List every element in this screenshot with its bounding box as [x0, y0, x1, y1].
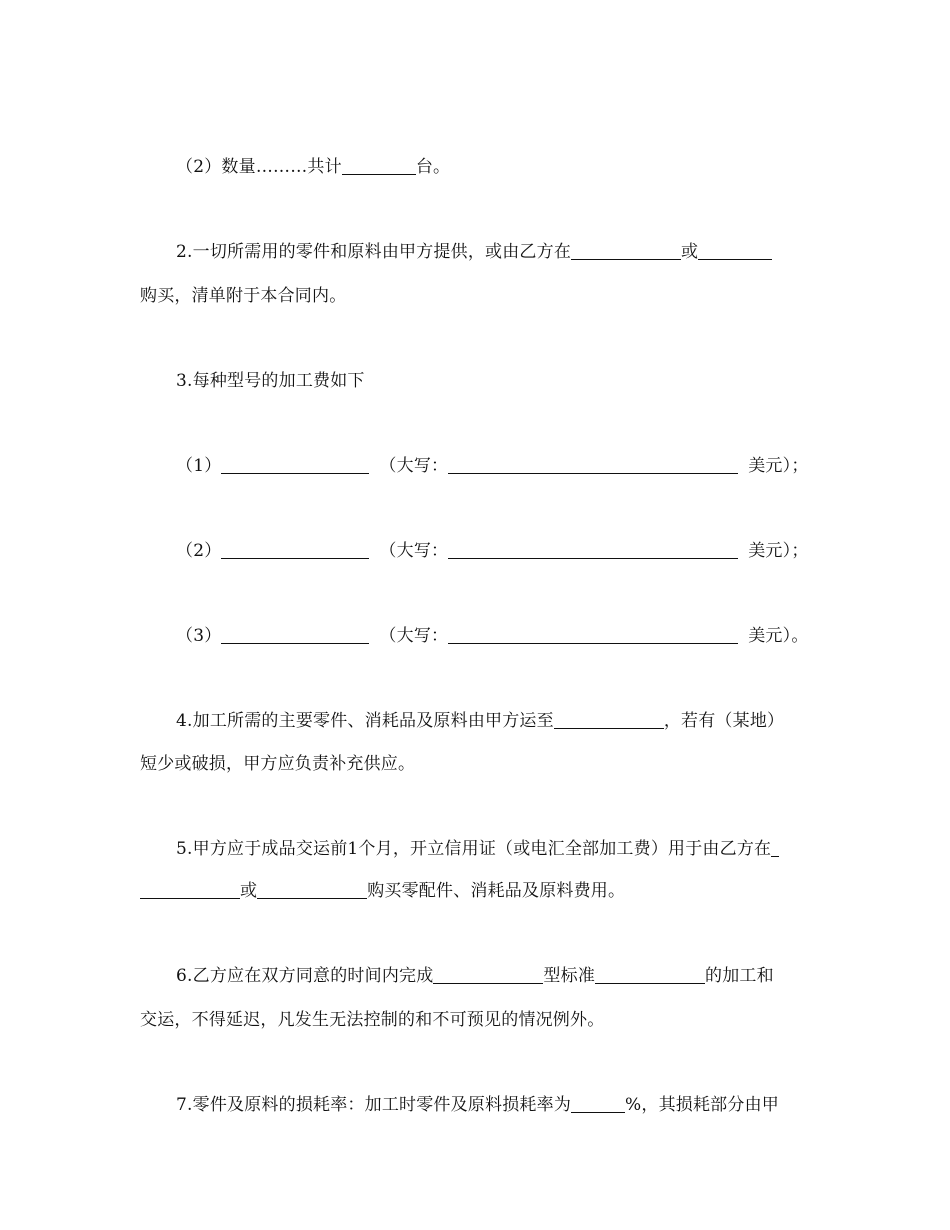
clause-6-blank-1[interactable] [433, 965, 543, 984]
clause-7-rate-blank[interactable] [571, 1094, 625, 1113]
quantity-line [176, 155, 812, 179]
clause-7-text-b: %，其损耗部分由甲 [625, 1095, 779, 1115]
fee-1-number: （1） [176, 456, 222, 476]
clause-6-line-2 [140, 1008, 812, 1032]
clause-6-line-1 [176, 964, 812, 988]
clause-6-text-b: 型标准 [543, 966, 596, 986]
clause-6-text-a: 6.乙方应在双方同意的时间内完成 [176, 966, 434, 986]
clause-5-text-a: 5.甲方应于成品交运前1个月，开立信用证（或电汇全部加工费）用于由乙方在 [176, 839, 772, 859]
quantity-blank[interactable] [342, 156, 416, 175]
clause-2-line-1 [176, 240, 812, 264]
fee-2-number: （2） [176, 541, 222, 561]
clause-2-text-b: 或 [681, 242, 699, 262]
fee-3-currency: 美元）。 [748, 626, 809, 646]
clause-6-text-c: 的加工和 [705, 966, 774, 986]
clause-4-text-a: 4.加工所需的主要零件、消耗品及原料由甲方运至 [176, 711, 554, 731]
clause-5-text-c: 购买零配件、消耗品及原料费用。 [367, 881, 626, 901]
clause-3 [176, 369, 812, 393]
fee-line-1 [176, 454, 812, 478]
fee-3-amount-blank[interactable] [221, 625, 369, 644]
clause-4-blank[interactable] [554, 710, 664, 729]
clause-2-blank-2[interactable] [698, 241, 772, 260]
fee-1-daxie-label: （大写： [379, 456, 449, 476]
clause-2-blank-1[interactable] [571, 241, 681, 260]
clause-6-text-d: 交运，不得延迟，凡发生无法控制的和不可预见的情况例外。 [140, 1010, 605, 1030]
clause-5-blank-0[interactable] [771, 838, 779, 857]
quantity-suffix: 台。 [415, 157, 451, 177]
clause-4-line-1 [176, 709, 812, 733]
quantity-prefix: （2）数量………共计 [176, 157, 342, 177]
fee-1-amount-blank[interactable] [221, 455, 369, 474]
clause-5-text-b: 或 [240, 881, 258, 901]
clause-2-text-c: 购买，清单附于本合同内。 [140, 286, 347, 306]
fee-line-2 [176, 539, 812, 563]
fee-3-number: （3） [176, 626, 222, 646]
fee-1-daxie-blank[interactable] [448, 455, 738, 474]
fee-3-daxie-label: （大写： [379, 626, 449, 646]
clause-3-text: 3.每种型号的加工费如下 [176, 371, 365, 391]
clause-5-line-1 [176, 837, 812, 861]
clause-7-line-1 [176, 1093, 812, 1117]
fee-2-currency: 美元）； [748, 541, 809, 561]
clause-4-text-c: 短少或破损，甲方应负责补充供应。 [140, 754, 416, 774]
clause-2-text-a: 2.一切所需用的零件和原料由甲方提供，或由乙方在 [176, 242, 572, 262]
clause-7-text-a: 7.零件及原料的损耗率：加工时零件及原料损耗率为 [176, 1095, 572, 1115]
clause-2-line-2 [140, 284, 812, 308]
clause-4-text-b: ，若有（某地） [663, 711, 785, 731]
fee-3-daxie-blank[interactable] [448, 625, 738, 644]
clause-6-blank-2[interactable] [595, 965, 705, 984]
clause-5-blank-2[interactable] [257, 880, 367, 899]
clause-5-blank-1[interactable] [140, 880, 240, 899]
fee-line-3 [176, 624, 812, 648]
clause-5-line-2 [140, 879, 812, 903]
fee-2-daxie-label: （大写： [379, 541, 449, 561]
fee-2-amount-blank[interactable] [221, 540, 369, 559]
clause-4-line-2 [140, 752, 812, 776]
fee-1-currency: 美元）； [748, 456, 809, 476]
fee-2-daxie-blank[interactable] [448, 540, 738, 559]
